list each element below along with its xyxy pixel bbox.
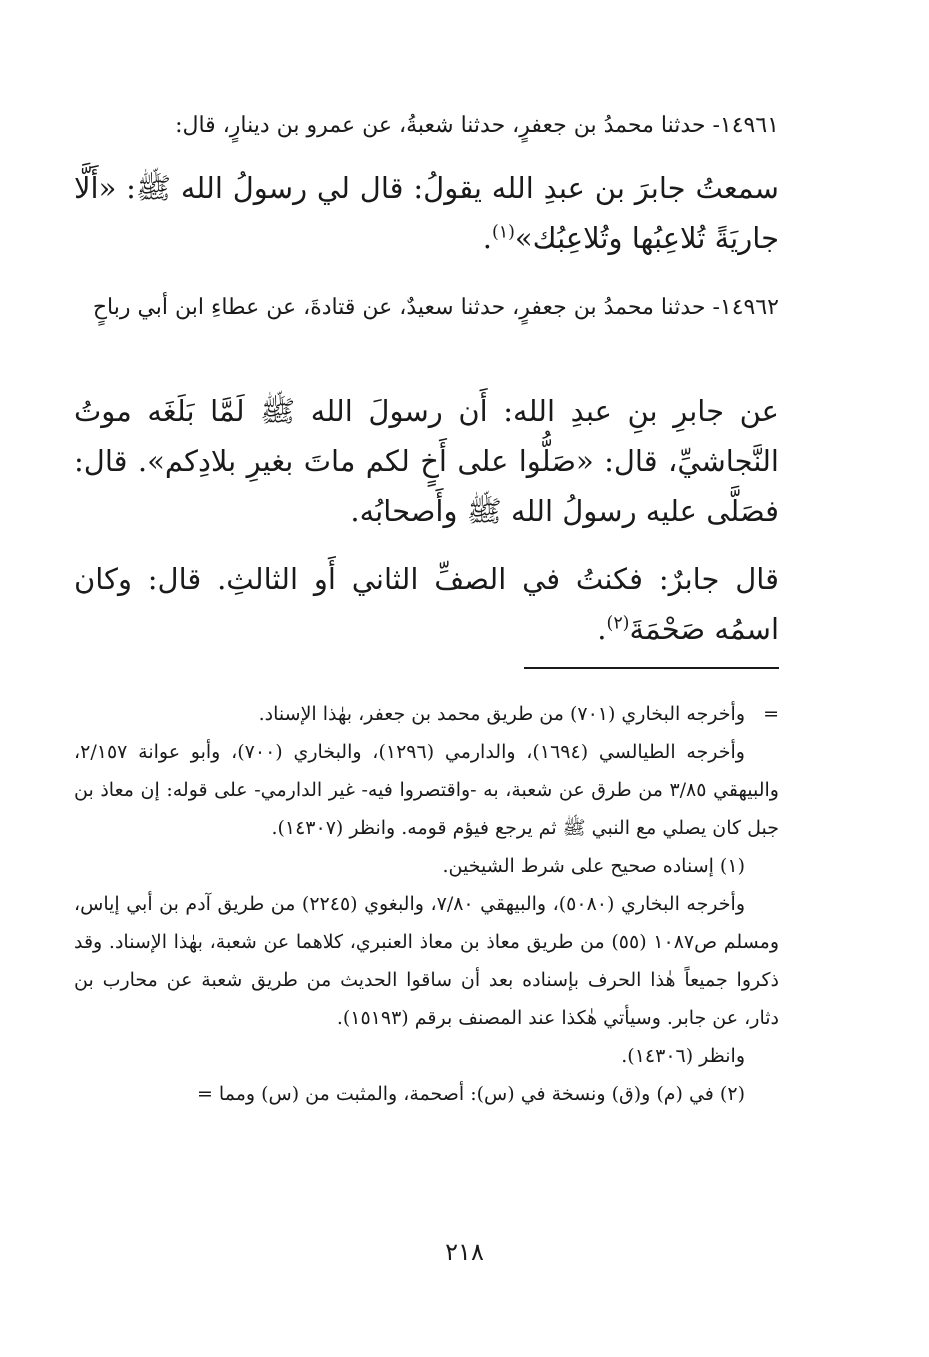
hadith-14961-matn bbox=[74, 163, 779, 263]
page-number: ٢١٨ bbox=[445, 1238, 484, 1266]
footnote-divider bbox=[524, 667, 779, 669]
continuation-mark: = bbox=[763, 703, 779, 725]
hadith-14962-matn bbox=[74, 386, 779, 536]
footnote-1: (١) إسناده صحيح على شرط الشيخين. bbox=[442, 855, 745, 877]
hadith-14962-isnad bbox=[74, 288, 779, 328]
matn-end: . bbox=[597, 612, 607, 646]
matn-text: سمعتُ جابرَ بن عبدِ الله يقولُ: قال لي رسولُ الله ﷺ: «أَلَّا جاريَةً تُلاعِبُها وتُلاعِبُك» bbox=[74, 171, 779, 255]
footnote-paragraph: وانظر (١٤٣٠٦). bbox=[621, 1045, 745, 1067]
footnote-2: (٢) في (م) و(ق) ونسخة في (س): أصحمة، والمثبت من (س) ومما = bbox=[196, 1083, 745, 1105]
hadith-14962-matn-continued bbox=[74, 554, 779, 654]
matn-paragraph bbox=[74, 163, 779, 263]
footnote-paragraph: وأخرجه الطيالسي (١٦٩٤)، والدارمي (١٢٩٦)، والبخاري (٧٠٠)، وأبو عوانة ٢/١٥٧، والبيهقي ٣/٨٥ من طرق عن شعبة، به -واقتصروا فيه- غير الدارمي- على قوله: إن معاذ بن جبل كان يصلي مع النبي ﷺ ثم يرجع فيؤم قومه. وانظر (١٤٣٠٧). bbox=[74, 741, 779, 839]
matn-text: قال جابرٌ: فكنتُ في الصفِّ الثاني أَو الثالثِ. قال: وكان اسمُه صَحْمَةَ bbox=[74, 562, 779, 646]
footnote-continuation bbox=[74, 695, 779, 733]
footnote-paragraph: وأخرجه البخاري (٥٠٨٠)، والبيهقي ٧/٨٠، والبغوي (٢٢٤٥) من طريق آدم بن أبي إياس، ومسلم ص١٠٨٧ (٥٥) من طريق معاذ بن معاذ العنبري، كلاهما عن شعبة، بهٰذا الإسناد. وقد ذكروا جميعاً هٰذا الحرف بإسناده بعد أن ساقوا الحديث من طريق شعبة عن محارب بن دثار، عن جابر. وسيأتي هٰكذا عند المصنف برقم (١٥١٩٣). bbox=[74, 893, 780, 1029]
matn-text: عن جابرِ بنِ عبدِ الله: أَن رسولَ الله ﷺ لَمَّا بَلَغَه موتُ النَّجاشيِّ، قال: «صَلُّوا على أَخٍ لكم ماتَ بغيرِ بلادِكم». قال: فصَلَّى عليه رسولُ الله ﷺ وأَصحابُه. bbox=[74, 394, 779, 528]
continuation-text: وأخرجه البخاري (٧٠١) من طريق محمد بن جعفر، بهٰذا الإسناد. bbox=[258, 703, 745, 725]
footnote-ref-1[interactable]: (١) bbox=[491, 222, 515, 243]
hadith-14961-isnad bbox=[74, 106, 779, 146]
isnad-text: ١٤٩٦١- حدثنا محمدُ بن جعفرٍ، حدثنا شعبةُ، عن عمرو بن دينارٍ، قال: bbox=[175, 113, 779, 138]
footnotes bbox=[74, 695, 779, 1113]
footnote-ref-2[interactable]: (٢) bbox=[606, 613, 630, 634]
matn-end: . bbox=[482, 221, 492, 255]
isnad-text: ١٤٩٦٢- حدثنا محمدُ بن جعفرٍ، حدثنا سعيدٌ، عن قتادةَ، عن عطاءِ ابن أبي رباحٍ bbox=[92, 295, 779, 320]
matn-paragraph bbox=[74, 554, 779, 654]
